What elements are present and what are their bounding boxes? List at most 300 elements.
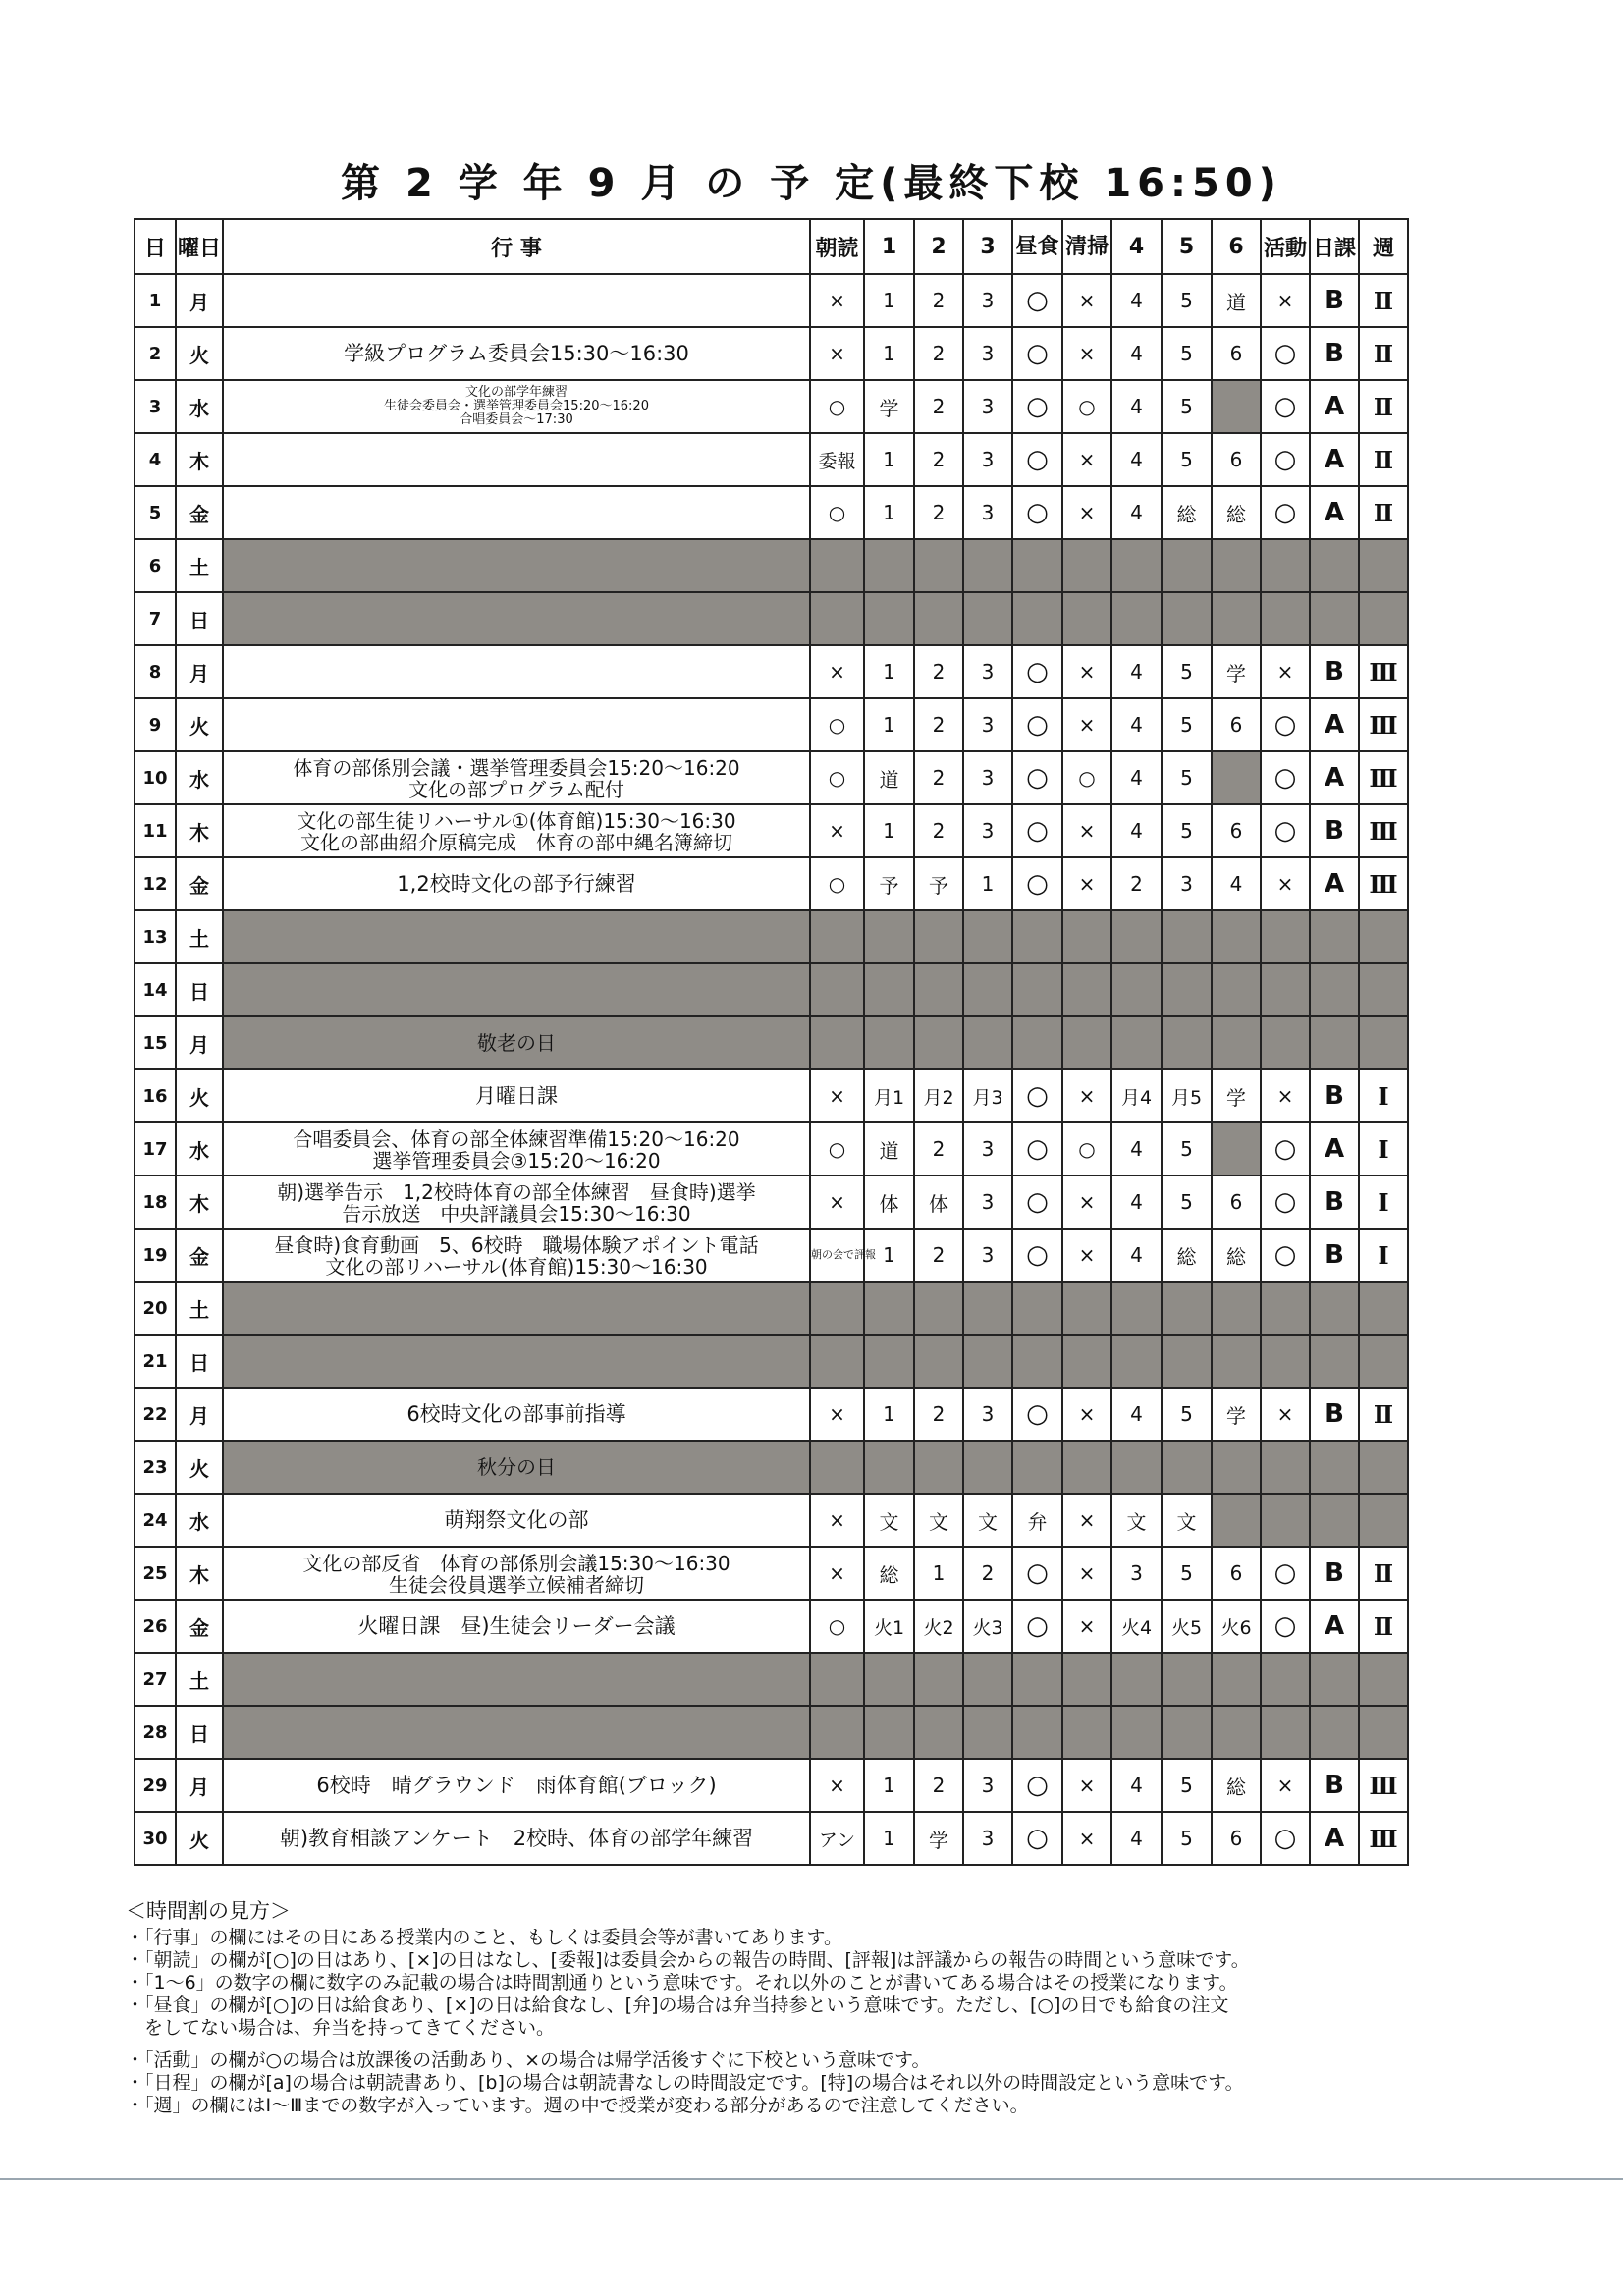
cell-period-2: 体 <box>914 1175 963 1229</box>
weekday: 木 <box>176 1547 223 1600</box>
cell-period-3: 3 <box>963 804 1012 857</box>
weekday: 金 <box>176 486 223 539</box>
cell-week: Ⅱ <box>1359 1547 1408 1600</box>
cell-period-6: 火6 <box>1212 1600 1261 1653</box>
schedule-row <box>135 1494 1408 1547</box>
cell-period-5 <box>1162 1653 1212 1706</box>
event-cell <box>223 592 810 645</box>
cell-period-5: 5 <box>1162 274 1212 327</box>
cell-period-6: 総 <box>1212 1229 1261 1282</box>
cell-lunch: ○ <box>1012 1759 1062 1812</box>
cell-week: Ⅲ <box>1359 1759 1408 1812</box>
day-number: 2 <box>135 327 176 380</box>
event-line: 文化の部プログラム配付 <box>408 777 624 801</box>
schedule-table <box>134 218 1409 1866</box>
cell-period-6 <box>1212 1653 1261 1706</box>
cell-period-3 <box>963 1282 1012 1335</box>
event-cell <box>223 645 810 698</box>
weekday: 木 <box>176 804 223 857</box>
weekday: 月 <box>176 1388 223 1441</box>
weekday: 日 <box>176 592 223 645</box>
schedule-row <box>135 963 1408 1016</box>
cell-morning-reading: ○ <box>810 698 864 751</box>
note-line: ・「週」の欄にはⅠ～Ⅲまでの数字が入っています。週の中で授業が変わる部分があるので注意してください。 <box>126 2095 1029 2116</box>
cell-activity <box>1261 1494 1310 1547</box>
cell-period-2: 2 <box>914 804 963 857</box>
cell-period-3: 3 <box>963 698 1012 751</box>
cell-lunch: ○ <box>1012 1175 1062 1229</box>
notes-heading: ＜時間割の見方＞ <box>126 1899 291 1923</box>
cell-lunch: ○ <box>1012 1600 1062 1653</box>
schedule-row <box>135 1388 1408 1441</box>
schedule-row <box>135 1812 1408 1865</box>
cell-period-5: 5 <box>1162 1175 1212 1229</box>
cell-lunch <box>1012 1016 1062 1069</box>
event-line: 朝)教育相談アンケート 2校時、体育の部学年練習 <box>279 1827 754 1850</box>
cell-period-5: 5 <box>1162 380 1212 433</box>
cell-period-2: 2 <box>914 1122 963 1175</box>
cell-week <box>1359 1706 1408 1759</box>
cell-schedule-type: A <box>1310 698 1359 751</box>
cell-period-1 <box>864 1016 914 1069</box>
event-cell <box>223 539 810 592</box>
cell-period-6 <box>1212 1494 1261 1547</box>
cell-morning-reading: アン <box>810 1812 864 1865</box>
event-line: 敬老の日 <box>477 1031 556 1055</box>
cell-period-5: 文 <box>1162 1494 1212 1547</box>
event-cell <box>223 963 810 1016</box>
cell-schedule-type: B <box>1310 804 1359 857</box>
cell-period-6: 6 <box>1212 1812 1261 1865</box>
cell-period-5: 3 <box>1162 857 1212 910</box>
cell-week: Ⅱ <box>1359 1388 1408 1441</box>
cell-period-2: 学 <box>914 1812 963 1865</box>
cell-morning-reading: ○ <box>810 751 864 804</box>
event-cell <box>223 1759 810 1812</box>
cell-cleaning: × <box>1062 1388 1111 1441</box>
cell-week: Ⅱ <box>1359 1600 1408 1653</box>
event-cell <box>223 1122 810 1175</box>
cell-period-6: 総 <box>1212 486 1261 539</box>
cell-period-1: 1 <box>864 1388 914 1441</box>
cell-period-6: 6 <box>1212 698 1261 751</box>
event-cell <box>223 274 810 327</box>
event-line: 文化の部生徒リハーサル①(体育館)15:30～16:30 <box>297 808 736 833</box>
cell-lunch: ○ <box>1012 698 1062 751</box>
cell-morning-reading: ○ <box>810 380 864 433</box>
weekday: 月 <box>176 1759 223 1812</box>
cell-lunch: ○ <box>1012 380 1062 433</box>
cell-period-3 <box>963 1016 1012 1069</box>
cell-period-6: 6 <box>1212 433 1261 486</box>
cell-period-2: 予 <box>914 857 963 910</box>
cell-period-5 <box>1162 1706 1212 1759</box>
header-period-6: 6 <box>1212 219 1261 274</box>
cell-schedule-type <box>1310 539 1359 592</box>
cell-cleaning: × <box>1062 1547 1111 1600</box>
day-number: 25 <box>135 1547 176 1600</box>
cell-period-6 <box>1212 1016 1261 1069</box>
cell-period-1: 体 <box>864 1175 914 1229</box>
cell-period-6 <box>1212 1282 1261 1335</box>
cell-cleaning: × <box>1062 857 1111 910</box>
schedule-row <box>135 1069 1408 1122</box>
weekday: 土 <box>176 910 223 963</box>
cell-period-3: 3 <box>963 274 1012 327</box>
cell-period-6: 6 <box>1212 1175 1261 1229</box>
cell-period-4: 4 <box>1111 698 1162 751</box>
day-number: 16 <box>135 1069 176 1122</box>
cell-schedule-type: B <box>1310 645 1359 698</box>
cell-period-1 <box>864 1282 914 1335</box>
cell-period-6: 学 <box>1212 1388 1261 1441</box>
weekday: 火 <box>176 698 223 751</box>
cell-period-1: 1 <box>864 804 914 857</box>
cell-activity <box>1261 1706 1310 1759</box>
cell-schedule-type: A <box>1310 1600 1359 1653</box>
cell-period-3: 3 <box>963 327 1012 380</box>
schedule-row <box>135 1175 1408 1229</box>
note-line: ・「活動」の欄が○の場合は放課後の活動あり、×の場合は帰学活後すぐに下校という意味です。 <box>126 2050 931 2071</box>
cell-cleaning <box>1062 1653 1111 1706</box>
event-cell <box>223 1547 810 1600</box>
event-cell <box>223 1600 810 1653</box>
cell-cleaning: ○ <box>1062 380 1111 433</box>
weekday: 土 <box>176 1653 223 1706</box>
cell-week <box>1359 1494 1408 1547</box>
page-title: 第 2 学 年 9 月 の 予 定(最終下校 16:50) <box>341 161 1282 206</box>
cell-period-6 <box>1212 1335 1261 1388</box>
cell-cleaning: × <box>1062 1600 1111 1653</box>
cell-week: Ⅰ <box>1359 1069 1408 1122</box>
event-line: 告示放送 中央評議員会15:30～16:30 <box>342 1201 691 1226</box>
cell-lunch <box>1012 963 1062 1016</box>
cell-morning-reading: × <box>810 804 864 857</box>
cell-period-1: 文 <box>864 1494 914 1547</box>
cell-activity: × <box>1261 1069 1310 1122</box>
cell-period-3: 3 <box>963 1122 1012 1175</box>
header-activity: 活動 <box>1261 219 1310 274</box>
cell-period-2 <box>914 592 963 645</box>
cell-period-4 <box>1111 963 1162 1016</box>
cell-period-3: 文 <box>963 1494 1012 1547</box>
cell-period-1: 1 <box>864 433 914 486</box>
cell-period-4: 4 <box>1111 1229 1162 1282</box>
header-cleaning: 清掃 <box>1062 219 1111 274</box>
cell-schedule-type <box>1310 910 1359 963</box>
cell-period-4 <box>1111 910 1162 963</box>
cell-cleaning: × <box>1062 1812 1111 1865</box>
cell-cleaning: × <box>1062 804 1111 857</box>
cell-activity: × <box>1261 857 1310 910</box>
cell-period-1 <box>864 910 914 963</box>
note-line: ・「日程」の欄が[a]の場合は朝読書あり、[b]の場合は朝読書なしの時間設定です。[特]の場合はそれ以外の時間設定という意味です。 <box>126 2072 1244 2094</box>
cell-week <box>1359 1335 1408 1388</box>
cell-week <box>1359 1653 1408 1706</box>
day-number: 30 <box>135 1812 176 1865</box>
weekday: 金 <box>176 857 223 910</box>
cell-week <box>1359 1282 1408 1335</box>
cell-period-6 <box>1212 539 1261 592</box>
cell-lunch: ○ <box>1012 1229 1062 1282</box>
cell-morning-reading: ○ <box>810 486 864 539</box>
schedule-row <box>135 645 1408 698</box>
cell-schedule-type <box>1310 1335 1359 1388</box>
cell-period-1 <box>864 1441 914 1494</box>
day-number: 5 <box>135 486 176 539</box>
cell-week: Ⅲ <box>1359 857 1408 910</box>
day-number: 6 <box>135 539 176 592</box>
cell-period-2: 2 <box>914 645 963 698</box>
cell-morning-reading <box>810 1653 864 1706</box>
cell-cleaning: × <box>1062 486 1111 539</box>
cell-schedule-type <box>1310 1706 1359 1759</box>
cell-period-2: 2 <box>914 274 963 327</box>
cell-cleaning: × <box>1062 327 1111 380</box>
cell-activity: × <box>1261 1388 1310 1441</box>
header-events: 行 事 <box>223 219 810 274</box>
notes-section <box>126 1900 1530 2117</box>
cell-cleaning: ○ <box>1062 751 1111 804</box>
cell-period-4: 4 <box>1111 1812 1162 1865</box>
weekday: 火 <box>176 1069 223 1122</box>
schedule-row <box>135 486 1408 539</box>
cell-morning-reading: × <box>810 645 864 698</box>
cell-cleaning: × <box>1062 274 1111 327</box>
cell-schedule-type: A <box>1310 857 1359 910</box>
cell-period-6: 6 <box>1212 327 1261 380</box>
cell-period-3: 3 <box>963 380 1012 433</box>
cell-period-4 <box>1111 539 1162 592</box>
weekday: 水 <box>176 751 223 804</box>
cell-period-5: 5 <box>1162 1759 1212 1812</box>
cell-period-4: 月4 <box>1111 1069 1162 1122</box>
day-number: 14 <box>135 963 176 1016</box>
cell-period-2 <box>914 1441 963 1494</box>
cell-period-3 <box>963 539 1012 592</box>
note-line: ・「昼食」の欄が[○]の日は給食あり、[×]の日は給食なし、[弁]の場合は弁当持参という意味です。ただし、[○]の日でも給食の注文 <box>126 1995 1229 2016</box>
cell-period-3: 3 <box>963 1759 1012 1812</box>
cell-morning-reading <box>810 1706 864 1759</box>
schedule-row <box>135 1335 1408 1388</box>
event-line: 合唱委員会、体育の部全体練習準備15:20～16:20 <box>293 1126 740 1151</box>
cell-period-3 <box>963 592 1012 645</box>
cell-period-2 <box>914 1282 963 1335</box>
cell-period-2: 2 <box>914 1388 963 1441</box>
cell-schedule-type: B <box>1310 1759 1359 1812</box>
cell-lunch: ○ <box>1012 645 1062 698</box>
cell-period-6: 学 <box>1212 1069 1261 1122</box>
cell-period-6 <box>1212 963 1261 1016</box>
cell-lunch: 弁 <box>1012 1494 1062 1547</box>
cell-period-5: 5 <box>1162 433 1212 486</box>
day-number: 15 <box>135 1016 176 1069</box>
cell-period-6 <box>1212 380 1261 433</box>
schedule-row <box>135 910 1408 963</box>
cell-morning-reading: × <box>810 327 864 380</box>
event-line: 文化の部反省 体育の部係別会議15:30～16:30 <box>302 1551 730 1575</box>
cell-period-3 <box>963 910 1012 963</box>
cell-period-1: 総 <box>864 1547 914 1600</box>
weekday: 日 <box>176 1706 223 1759</box>
cell-period-5 <box>1162 910 1212 963</box>
cell-period-2: 2 <box>914 1229 963 1282</box>
cell-period-5: 5 <box>1162 1122 1212 1175</box>
weekday: 日 <box>176 1335 223 1388</box>
day-number: 9 <box>135 698 176 751</box>
cell-week: Ⅲ <box>1359 751 1408 804</box>
cell-activity <box>1261 539 1310 592</box>
header-period-2: 2 <box>914 219 963 274</box>
cell-period-4: 4 <box>1111 1175 1162 1229</box>
day-number: 12 <box>135 857 176 910</box>
cell-schedule-type <box>1310 1016 1359 1069</box>
schedule-row <box>135 857 1408 910</box>
cell-period-1: 1 <box>864 327 914 380</box>
event-line: 選挙管理委員会③15:20～16:20 <box>372 1148 661 1173</box>
cell-morning-reading <box>810 910 864 963</box>
event-cell <box>223 1388 810 1441</box>
schedule-row <box>135 539 1408 592</box>
cell-lunch: ○ <box>1012 433 1062 486</box>
cell-period-1 <box>864 592 914 645</box>
cell-schedule-type: A <box>1310 1122 1359 1175</box>
cell-period-1: 学 <box>864 380 914 433</box>
cell-week <box>1359 1441 1408 1494</box>
event-cell <box>223 1069 810 1122</box>
cell-period-5: 5 <box>1162 645 1212 698</box>
day-number: 4 <box>135 433 176 486</box>
cell-activity <box>1261 592 1310 645</box>
cell-schedule-type <box>1310 592 1359 645</box>
cell-period-3: 火3 <box>963 1600 1012 1653</box>
cell-lunch <box>1012 1653 1062 1706</box>
day-number: 11 <box>135 804 176 857</box>
day-number: 17 <box>135 1122 176 1175</box>
cell-cleaning: ○ <box>1062 1122 1111 1175</box>
cell-morning-reading: ○ <box>810 1122 864 1175</box>
weekday: 金 <box>176 1600 223 1653</box>
cell-week: Ⅱ <box>1359 433 1408 486</box>
cell-lunch: ○ <box>1012 1547 1062 1600</box>
cell-period-2 <box>914 1706 963 1759</box>
day-number: 21 <box>135 1335 176 1388</box>
cell-morning-reading <box>810 592 864 645</box>
cell-period-6 <box>1212 1441 1261 1494</box>
weekday: 日 <box>176 963 223 1016</box>
cell-lunch: ○ <box>1012 1122 1062 1175</box>
event-cell <box>223 857 810 910</box>
event-line: 火曜日課 昼)生徒会リーダー会議 <box>357 1614 676 1638</box>
cell-period-3: 3 <box>963 751 1012 804</box>
schedule-row <box>135 1547 1408 1600</box>
cell-period-1: 1 <box>864 1812 914 1865</box>
event-cell <box>223 1653 810 1706</box>
day-number: 18 <box>135 1175 176 1229</box>
cell-activity <box>1261 910 1310 963</box>
day-number: 28 <box>135 1706 176 1759</box>
cell-period-5 <box>1162 539 1212 592</box>
schedule-row <box>135 1122 1408 1175</box>
day-number: 20 <box>135 1282 176 1335</box>
day-number: 22 <box>135 1388 176 1441</box>
cell-activity: ○ <box>1261 327 1310 380</box>
cell-activity: ○ <box>1261 1812 1310 1865</box>
cell-cleaning: × <box>1062 1175 1111 1229</box>
cell-period-1: 1 <box>864 645 914 698</box>
day-number: 8 <box>135 645 176 698</box>
event-line: 文化の部リハーサル(体育館)15:30～16:30 <box>325 1254 708 1279</box>
cell-activity: ○ <box>1261 1122 1310 1175</box>
weekday: 火 <box>176 327 223 380</box>
cell-morning-reading <box>810 539 864 592</box>
cell-period-2: 2 <box>914 327 963 380</box>
cell-period-3: 3 <box>963 645 1012 698</box>
header-weekday: 曜日 <box>176 219 223 274</box>
event-line: 秋分の日 <box>477 1455 556 1479</box>
cell-period-2: 2 <box>914 380 963 433</box>
cell-period-4 <box>1111 1335 1162 1388</box>
cell-period-5: 5 <box>1162 327 1212 380</box>
cell-period-5: 5 <box>1162 1547 1212 1600</box>
cell-period-3 <box>963 1335 1012 1388</box>
cell-activity <box>1261 1653 1310 1706</box>
weekday: 木 <box>176 433 223 486</box>
cell-morning-reading <box>810 1335 864 1388</box>
event-cell <box>223 1016 810 1069</box>
weekday: 月 <box>176 1016 223 1069</box>
cell-period-4: 火4 <box>1111 1600 1162 1653</box>
cell-week <box>1359 592 1408 645</box>
cell-schedule-type: A <box>1310 433 1359 486</box>
schedule-row <box>135 1016 1408 1069</box>
cell-cleaning <box>1062 1282 1111 1335</box>
cell-lunch <box>1012 910 1062 963</box>
cell-period-6: 4 <box>1212 857 1261 910</box>
schedule-row <box>135 698 1408 751</box>
cell-period-1: 道 <box>864 1122 914 1175</box>
cell-period-3: 3 <box>963 1175 1012 1229</box>
cell-period-2: 1 <box>914 1547 963 1600</box>
weekday: 土 <box>176 1282 223 1335</box>
schedule-row <box>135 327 1408 380</box>
cell-period-4: 4 <box>1111 804 1162 857</box>
schedule-row <box>135 1600 1408 1653</box>
cell-schedule-type <box>1310 963 1359 1016</box>
cell-period-5 <box>1162 1441 1212 1494</box>
cell-cleaning <box>1062 1706 1111 1759</box>
cell-period-3: 3 <box>963 433 1012 486</box>
cell-period-1: 火1 <box>864 1600 914 1653</box>
page-bottom-rule <box>0 2178 1623 2180</box>
cell-period-1: 1 <box>864 486 914 539</box>
header-period-4: 4 <box>1111 219 1162 274</box>
cell-period-4 <box>1111 1706 1162 1759</box>
cell-period-2 <box>914 539 963 592</box>
cell-morning-reading: × <box>810 1388 864 1441</box>
cell-period-2 <box>914 963 963 1016</box>
cell-activity: ○ <box>1261 486 1310 539</box>
cell-lunch: ○ <box>1012 486 1062 539</box>
cell-lunch: ○ <box>1012 327 1062 380</box>
cell-lunch <box>1012 1335 1062 1388</box>
cell-period-5 <box>1162 1335 1212 1388</box>
cell-morning-reading: × <box>810 274 864 327</box>
cell-schedule-type: B <box>1310 1547 1359 1600</box>
schedule-row <box>135 1229 1408 1282</box>
event-line: 生徒会委員会・選挙管理委員会15:20～16:20 <box>384 399 649 413</box>
cell-period-6 <box>1212 751 1261 804</box>
